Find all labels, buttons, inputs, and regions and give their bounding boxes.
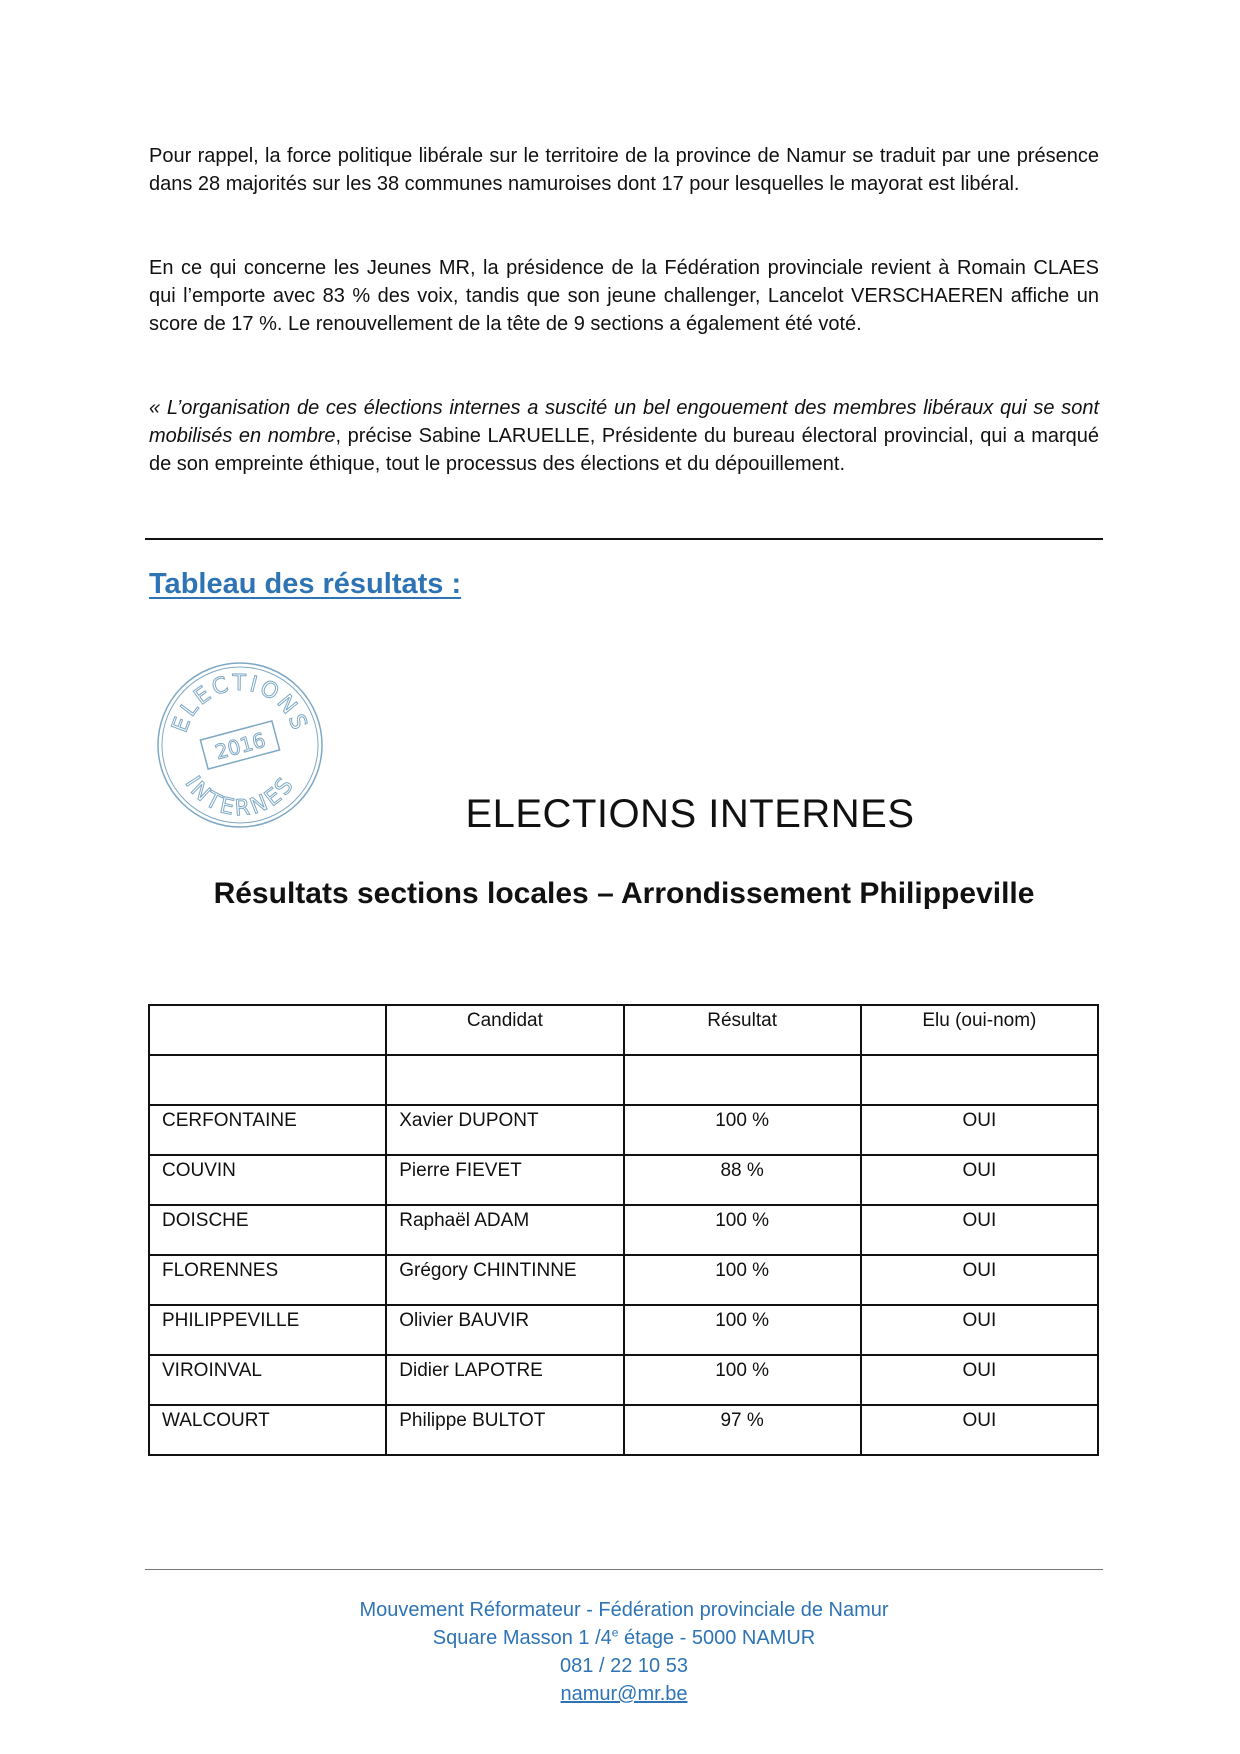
table-row	[149, 1205, 1098, 1255]
cell-elected	[861, 1055, 1098, 1105]
header-section	[149, 1005, 386, 1055]
cell-section: COUVIN	[149, 1155, 386, 1205]
cell-candidate: Raphaël ADAM	[386, 1205, 623, 1255]
footer-address-floor-suffix: e	[611, 1625, 619, 1640]
quote-text: « L’organisation de ces élections internes a suscité un bel engouement des membres libéraux qui se sont mobilisés en nombre	[149, 397, 1099, 447]
section-divider	[145, 538, 1103, 540]
results-heading: Tableau des résultats :	[149, 568, 462, 600]
table-row	[149, 1405, 1098, 1455]
footer-address-city: étage - 5000 NAMUR	[618, 1627, 816, 1649]
cell-result	[624, 1055, 861, 1105]
cell-section: DOISCHE	[149, 1205, 386, 1255]
footer-address	[0, 1624, 1240, 1652]
cell-result: 100 %	[624, 1205, 861, 1255]
cell-elected: OUI	[861, 1255, 1098, 1305]
cell-result: 97 %	[624, 1405, 861, 1455]
header-result: Résultat	[624, 1005, 861, 1055]
table-row	[149, 1155, 1098, 1205]
footer-phone: 081 / 22 10 53	[560, 1655, 688, 1677]
intro-paragraph: Pour rappel, la force politique libérale sur le territoire de la province de Namur se traduit par une présence dans 28 majorités sur les 38 communes namuroises dont 17 pour lesquelles le mayorat est libéral.	[149, 145, 1099, 195]
cell-section: PHILIPPEVILLE	[149, 1305, 386, 1355]
cell-elected: OUI	[861, 1105, 1098, 1155]
cell-elected: OUI	[861, 1355, 1098, 1405]
svg-text:ELECTIONS: ELECTIONS	[167, 670, 313, 736]
table-row	[149, 1105, 1098, 1155]
cell-candidate	[386, 1055, 623, 1105]
quote-attribution: , précise Sabine LARUELLE, Présidente du bureau électoral provincial, qui a marqué de son empreinte éthique, tout le processus des élections et du dépouillement.	[149, 425, 1100, 475]
footer-divider	[145, 1569, 1103, 1570]
document-subtitle: Résultats sections locales – Arrondissement Philippeville	[213, 877, 1035, 910]
results-table	[148, 1004, 1099, 1456]
cell-result: 88 %	[624, 1155, 861, 1205]
cell-result: 100 %	[624, 1105, 861, 1155]
footer	[0, 1596, 1240, 1708]
cell-elected: OUI	[861, 1155, 1098, 1205]
cell-section: VIROINVAL	[149, 1355, 386, 1405]
quote-paragraph	[149, 394, 1099, 478]
footer-organization: Mouvement Réformateur - Fédération provinciale de Namur	[359, 1599, 889, 1621]
cell-candidate: Grégory CHINTINNE	[386, 1255, 623, 1305]
cell-candidate: Philippe BULTOT	[386, 1405, 623, 1455]
cell-section: CERFONTAINE	[149, 1105, 386, 1155]
cell-section	[149, 1055, 386, 1105]
cell-candidate: Olivier BAUVIR	[386, 1305, 623, 1355]
cell-section: FLORENNES	[149, 1255, 386, 1305]
cell-elected: OUI	[861, 1305, 1098, 1355]
cell-candidate: Didier LAPOTRE	[386, 1355, 623, 1405]
cell-result: 100 %	[624, 1305, 861, 1355]
cell-result: 100 %	[624, 1355, 861, 1405]
cell-elected: OUI	[861, 1405, 1098, 1455]
cell-candidate: Xavier DUPONT	[386, 1105, 623, 1155]
header-elected: Elu (oui-nom)	[861, 1005, 1098, 1055]
document-title: ELECTIONS INTERNES	[465, 792, 915, 836]
cell-elected: OUI	[861, 1205, 1098, 1255]
table-header-row	[149, 1005, 1098, 1055]
cell-candidate: Pierre FIEVET	[386, 1155, 623, 1205]
svg-text:INTERNES: INTERNES	[179, 771, 301, 822]
table-row	[149, 1305, 1098, 1355]
footer-address-street: Square Masson 1 /4	[432, 1627, 612, 1649]
table-row	[149, 1355, 1098, 1405]
cell-result: 100 %	[624, 1255, 861, 1305]
footer-email-link[interactable]: namur@mr.be	[560, 1683, 688, 1705]
cell-section: WALCOURT	[149, 1405, 386, 1455]
table-row	[149, 1055, 1098, 1105]
svg-text:2016: 2016	[212, 727, 268, 765]
header-candidate: Candidat	[386, 1005, 623, 1055]
jeunes-mr-paragraph: En ce qui concerne les Jeunes MR, la présidence de la Fédération provinciale revient à Romain CLAES qui l’emporte avec 83 % des voix, tandis que son jeune challenger, Lancelot VERSCHAEREN affiche un score de 17 %. Le renouvellement de la tête de 9 sections a également été voté.	[149, 257, 1099, 335]
table-row	[149, 1255, 1098, 1305]
